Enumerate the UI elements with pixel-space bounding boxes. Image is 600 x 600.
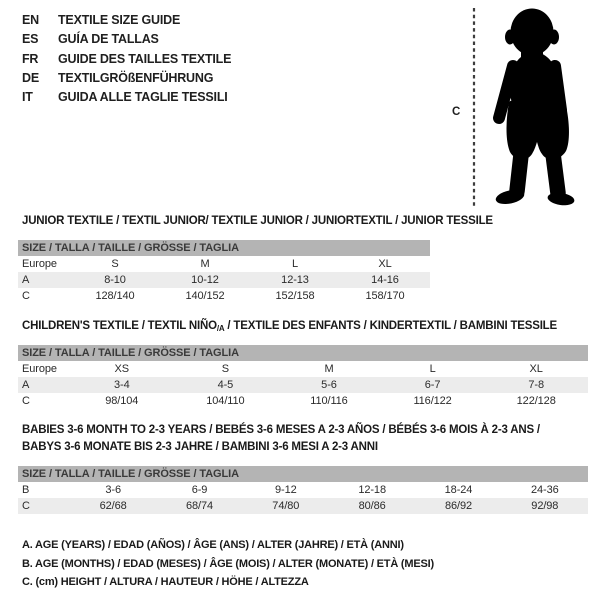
size-cell: 68/74 xyxy=(156,498,242,514)
row-label: B xyxy=(22,484,30,496)
size-cell: 3-4 xyxy=(70,377,174,393)
size-cell: 12-13 xyxy=(250,272,340,288)
table-row-months xyxy=(18,482,588,498)
language-title: TEXTILGRÖßENFÜHRUNG xyxy=(58,70,214,85)
size-cell: 104/110 xyxy=(206,395,245,407)
row-label: A xyxy=(18,272,70,288)
row-label: C xyxy=(22,395,30,407)
size-cell: 8-10 xyxy=(70,272,160,288)
language-code: IT xyxy=(22,90,33,105)
size-cell: 6-9 xyxy=(191,484,208,496)
children-title-part1: CHILDREN'S TEXTILE / TEXTIL NIÑO xyxy=(22,320,217,332)
size-cell: XL xyxy=(378,258,392,270)
footnote-age-months: B. AGE (MONTHS) / EDAD (MESES) / ÂGE (MOIS) / ALTER (MONATE) / ETÀ (MESI) xyxy=(22,557,434,570)
size-cell: 14-16 xyxy=(340,272,430,288)
size-cell: XS xyxy=(114,363,130,375)
table-row-age xyxy=(18,377,588,393)
babies-table-title xyxy=(22,422,582,455)
measurement-figure xyxy=(0,0,600,215)
children-table-title xyxy=(22,320,557,333)
language-title: TEXTILE SIZE GUIDE xyxy=(58,13,181,27)
size-cell: 158/170 xyxy=(365,290,405,302)
size-header-band: SIZE / TALLA / TAILLE / GRÖSSE / TAGLIA xyxy=(18,466,588,482)
size-cell: 92/98 xyxy=(502,498,588,514)
size-cell: 10-12 xyxy=(160,272,250,288)
size-header-band: SIZE / TALLA / TAILLE / GRÖSSE / TAGLIA xyxy=(18,240,430,256)
size-cell: L xyxy=(429,363,436,375)
size-cell: 110/116 xyxy=(310,395,348,407)
row-label: Europe xyxy=(22,363,57,375)
table-row-europe xyxy=(18,361,588,377)
footnote-height: C. (cm) HEIGHT / ALTURA / HAUTEUR / HÖHE / ALTEZZA xyxy=(22,576,309,589)
babies-size-table xyxy=(18,466,588,514)
size-cell: 122/128 xyxy=(516,395,556,407)
size-cell: M xyxy=(200,258,210,270)
size-cell: 62/68 xyxy=(70,498,156,514)
junior-size-table xyxy=(18,240,430,304)
row-label: C xyxy=(22,290,30,302)
size-cell: 128/140 xyxy=(95,290,135,302)
size-cell: 74/80 xyxy=(243,498,329,514)
size-cell: 3-6 xyxy=(105,484,121,496)
junior-table-title: JUNIOR TEXTILE / TEXTIL JUNIOR/ TEXTILE JUNIOR / JUNIORTEXTIL / JUNIOR TESSILE xyxy=(22,215,493,227)
size-header-row xyxy=(18,345,588,361)
language-code: FR xyxy=(22,51,39,66)
table-row-age xyxy=(18,272,430,288)
size-cell: 9-12 xyxy=(275,484,297,496)
children-title-subscript: /A xyxy=(216,324,225,333)
size-cell: 152/158 xyxy=(275,290,315,302)
size-cell: S xyxy=(111,258,119,270)
row-label: C xyxy=(18,498,70,514)
babies-title-line2: BABYS 3-6 MONATE BIS 2-3 JAHRE / BAMBINI 3-6 MESI A 2-3 ANNI xyxy=(22,440,378,453)
children-title-part2: / TEXTILE DES ENFANTS / KINDERTEXTIL / BAMBINI TESSILE xyxy=(224,320,557,332)
table-row-height xyxy=(18,288,430,304)
size-cell: 7-8 xyxy=(484,377,588,393)
size-cell: 12-18 xyxy=(358,484,386,496)
language-code: DE xyxy=(22,70,39,85)
size-cell: XL xyxy=(529,363,543,375)
size-header-row xyxy=(18,466,588,482)
height-measure-label: C xyxy=(452,106,461,118)
row-label: Europe xyxy=(22,258,57,270)
size-cell: 80/86 xyxy=(329,498,415,514)
size-cell: 140/152 xyxy=(185,290,225,302)
size-cell: 18-24 xyxy=(444,484,473,496)
size-cell: 86/92 xyxy=(415,498,501,514)
language-title: GUIDA ALLE TAGLIE TESSILI xyxy=(58,90,228,105)
language-title: GUÍA DE TALLAS xyxy=(58,32,159,47)
children-size-table xyxy=(18,345,588,409)
row-label: A xyxy=(18,377,70,393)
footnote-age-years: A. AGE (YEARS) / EDAD (AÑOS) / ÂGE (ANS) / ALTER (JAHRE) / ETÀ (ANNI) xyxy=(22,539,404,551)
size-header-band: SIZE / TALLA / TAILLE / GRÖSSE / TAGLIA xyxy=(18,345,588,361)
table-row-height xyxy=(18,498,588,514)
size-cell: 116/122 xyxy=(413,395,452,407)
size-header-row xyxy=(18,240,430,256)
table-row-europe xyxy=(18,256,430,272)
language-code: ES xyxy=(22,32,39,47)
size-cell: L xyxy=(291,258,299,270)
size-cell: 98/104 xyxy=(105,395,139,407)
size-cell: 4-5 xyxy=(174,377,278,393)
footnote-legend xyxy=(22,536,434,592)
table-row-height xyxy=(18,393,588,409)
toddler-silhouette-icon xyxy=(484,6,590,208)
babies-title-line1: BABIES 3-6 MONTH TO 2-3 YEARS / BEBÉS 3-6 MESES A 2-3 AÑOS / BÉBÉS 3-6 MOIS À 2-3 ANS / xyxy=(22,424,540,436)
size-cell: 5-6 xyxy=(277,377,381,393)
size-cell: S xyxy=(221,363,230,375)
language-title: GUIDE DES TAILLES TEXTILE xyxy=(58,51,232,66)
height-dashed-line-icon xyxy=(472,8,476,208)
language-code: EN xyxy=(22,13,39,27)
size-cell: M xyxy=(324,363,334,375)
size-cell: 6-7 xyxy=(381,377,485,393)
size-cell: 24-36 xyxy=(531,484,559,496)
